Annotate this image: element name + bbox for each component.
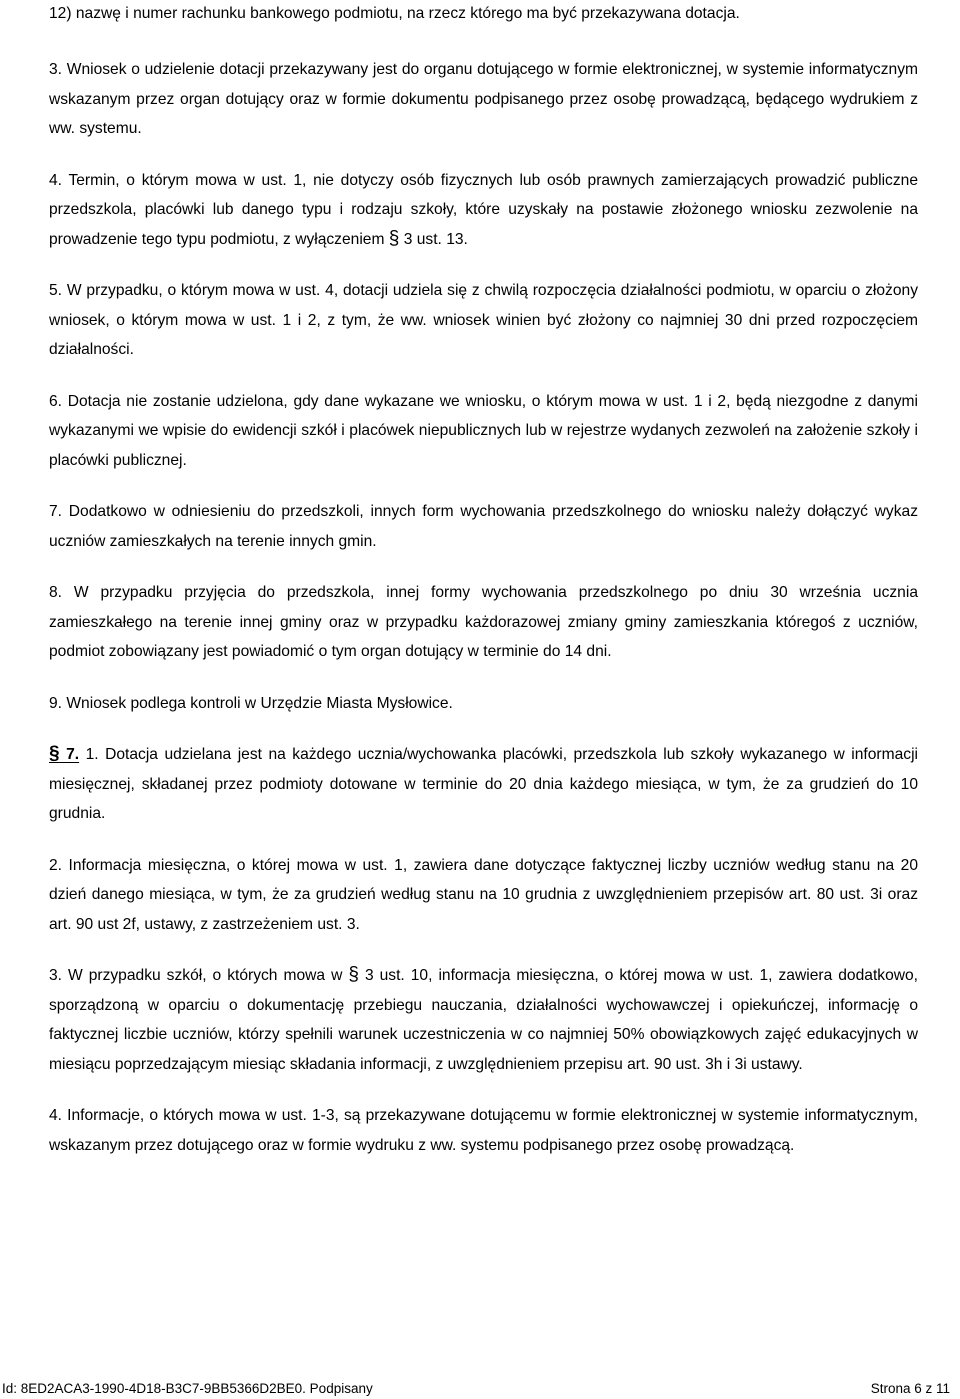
page-number: Strona 6 z 11 bbox=[870, 1381, 950, 1396]
section-7-paragraph-3 bbox=[49, 961, 918, 1079]
section-7-paragraph-3-rest: 3 ust. 10, informacja miesięczna, o której mowa w ust. 1, zawiera dodatkowo, sporządzoną w oparciu o dokumentację przebiegu nauczania, działalności wychowawczej i opiekuńczej, informację o faktycznej liczbie uczniów, którzy spełnili warunek uczestniczenia w co najmniej 50% obowiązkowych zajęć edukacyjnych w miesiącu poprzedzającym miesiąc składania informacji, z uwzględnieniem przepisu art. 90 ust. 3h i 3i ustawy. bbox=[49, 967, 919, 1073]
section-sign: § bbox=[388, 227, 400, 249]
paragraph-8: 8. W przypadku przyjęcia do przedszkola, innej formy wychowania przedszkolnego po dniu 30 września ucznia zamieszkałego na terenie innej gminy oraz w przypadku każdorazowej zmiany gminy zamieszkania któregoś z uczniów, podmiot zobowiązany jest powiadomić o tym organ dotujący w terminie do 14 dni. bbox=[49, 584, 918, 660]
section-7-paragraph-2: 2. Informacja miesięczna, o której mowa w ust. 1, zawiera dane dotyczące faktycznej liczby uczniów według stanu na 20 dzień danego miesiąca, w tym, że za grudzień według stanu na 10 grudnia z uwzględnieniem przepisów art. 80 ust. 3i oraz art. 90 ust 2f, ustawy, z zastrzeżeniem ust. 3. bbox=[49, 856, 918, 933]
section-sign: § bbox=[348, 964, 359, 985]
paragraph-7: 7. Dodatkowo w odniesieniu do przedszkoli, innych form wychowania przedszkolnego do wniosku należy dołączyć wykaz uczniów zamieszkałych na terenie innych gmin. bbox=[49, 503, 918, 550]
paragraph-6: 6. Dotacja nie zostanie udzielona, gdy dane wykazane we wniosku, o którym mowa w ust. 1 i 2, będą niezgodne z danymi wykazanymi we wpisie do ewidencji szkół i placówek niepublicznych lub w rejestrze wydanych zezwoleń na założenie szkoły i placówki publicznej. bbox=[49, 392, 918, 469]
document-id: Id: 8ED2ACA3-1990-4D18-B3C7-9BB5366D2BE0. Podpisany bbox=[2, 1381, 373, 1396]
paragraph-4-ref: 3 ust. 13. bbox=[403, 230, 468, 248]
list-item-12: 12) nazwę i numer rachunku bankowego podmiotu, na rzecz którego ma być przekazywana dotacja. bbox=[49, 5, 740, 22]
paragraph-3: 3. Wniosek o udzielenie dotacji przekazywany jest do organu dotującego w formie elektronicznej, w systemie informatycznym wskazanym przez organ dotujący oraz w formie dokumentu podpisanego przez osobę prowadzącą, będącego wydrukiem z ww. systemu. bbox=[49, 61, 918, 137]
document-page bbox=[49, 4, 918, 1182]
paragraph-4-text: 4. Termin, o którym mowa w ust. 1, nie dotyczy osób fizycznych lub osób prawnych zamierzających prowadzić publiczne przedszkola, placówki lub danego typu i rodzaju szkoły, które uzyskały na postawie złożonego wniosku zezwolenie na prowadzenie tego typu podmiotu, z wyłączeniem bbox=[49, 171, 918, 248]
section-7-paragraph-1 bbox=[49, 740, 918, 829]
page-footer bbox=[0, 1379, 960, 1399]
paragraph-5: 5. W przypadku, o którym mowa w ust. 4, dotacji udziela się z chwilą rozpoczęcia działalności podmiotu, w oparciu o złożony wniosek, o którym mowa w ust. 1 i 2, z tym, że ww. wniosek winien być złożony co najmniej 30 dni przed rozpoczęciem działalności. bbox=[49, 282, 918, 358]
section-7-paragraph-1-text: 1. Dotacja udzielana jest na każdego ucznia/wychowanka placówki, przedszkola lub szkoły wykazanego w informacji miesięcznej, składanej przez podmioty dotowane w terminie do 20 dnia każdego miesiąca, w tym, że za grudzień do 10 grudnia. bbox=[49, 746, 918, 822]
paragraph-9: 9. Wniosek podlega kontroli w Urzędzie Miasta Mysłowice. bbox=[49, 694, 453, 712]
section-sign: § bbox=[49, 743, 60, 764]
section-7-number: 7. bbox=[66, 746, 80, 763]
paragraph-4 bbox=[49, 166, 918, 255]
section-7-heading bbox=[49, 743, 80, 764]
section-7-paragraph-4: 4. Informacje, o których mowa w ust. 1-3, są przekazywane dotującemu w formie elektronicznej w systemie informatycznym, wskazanym przez dotującego oraz w formie wydruku z ww. systemu podpisanego przez osobę prowadzącą. bbox=[49, 1107, 918, 1154]
section-7-paragraph-3-text: 3. W przypadku szkół, o których mowa w bbox=[49, 967, 343, 984]
